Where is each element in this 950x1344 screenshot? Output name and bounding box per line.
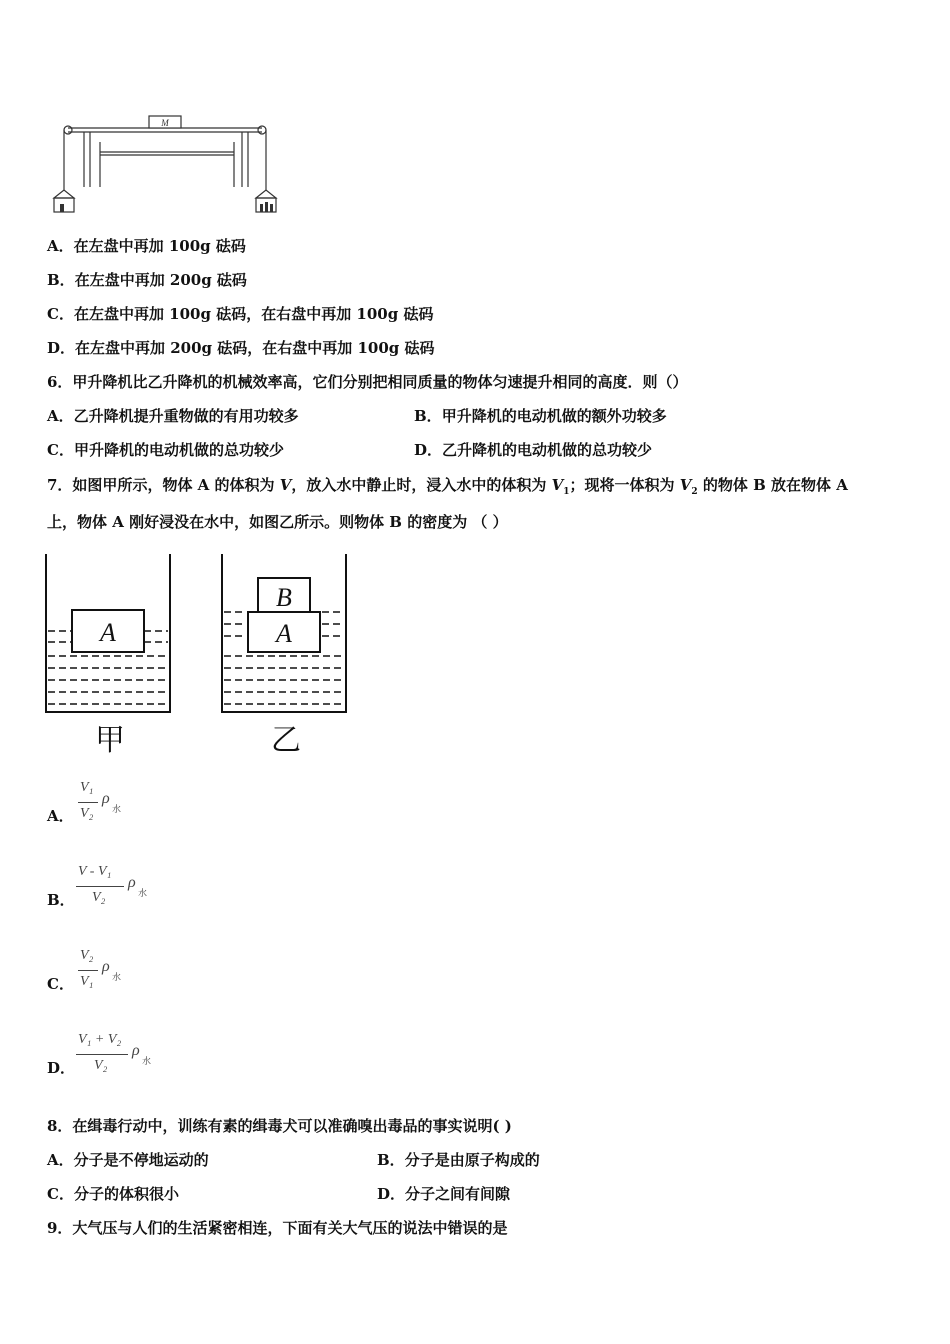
q7-option-a-formula: V₁ V₂ ρ 水 [80, 780, 122, 821]
q7-right-block-a-label: A [276, 619, 292, 648]
q8-option-c[interactable]: C．分子的体积很小 [47, 1185, 179, 1203]
q7-stem-line2: 上，物体 A 刚好浸没在水中，如图乙所示。则物体 B 的密度为 （ ） [47, 513, 508, 531]
q5-option-a[interactable]: A．在左盘中再加 100g 砝码 [47, 237, 246, 255]
q8-option-d[interactable]: D．分子之间有间隙 [377, 1185, 511, 1203]
q8-option-b[interactable]: B．分子是由原子构成的 [377, 1151, 540, 1169]
q9-stem: 9．大气压与人们的生活紧密相连，下面有关大气压的说法中错误的是 [47, 1219, 508, 1237]
q5-option-c[interactable]: C．在左盘中再加 100g 砝码，在右盘中再加 100g 砝码 [47, 305, 434, 323]
q7-right-block-b-label: B [276, 583, 292, 612]
q7-option-b-formula: V - V₁ V₂ ρ 水 [78, 864, 148, 905]
q7-option-d-letter[interactable]: D． [47, 1059, 76, 1077]
balance-figure [48, 112, 288, 217]
mass-label: M [161, 118, 169, 128]
q5-option-b[interactable]: B．在左盘中再加 200g 砝码 [47, 271, 247, 289]
q6-stem: 6．甲升降机比乙升降机的机械效率高，它们分别把相同质量的物体匀速提升相同的高度．则（） [47, 373, 688, 391]
q7-option-c-letter[interactable]: C． [47, 975, 74, 993]
q6-option-c[interactable]: C．甲升降机的电动机做的总功较少 [47, 441, 284, 459]
q7-figure [40, 550, 360, 760]
q7-option-c-formula: V₂ V₁ ρ 水 [80, 948, 122, 989]
q6-option-a[interactable]: A．乙升降机提升重物做的有用功较多 [47, 407, 299, 425]
q7-stem-line1: 7．如图甲所示，物体 A 的体积为 V，放入水中静止时，浸入水中的体积为 $V_1$；现将一体积为 $V_2$ 的物体 B 放在物体 A [47, 476, 848, 497]
q7-left-block-label: A [100, 618, 116, 647]
q8-stem: 8．在缉毒行动中，训练有素的缉毒犬可以准确嗅出毒品的事实说明( ) [47, 1117, 512, 1135]
q6-option-d[interactable]: D．乙升降机的电动机做的总功较少 [414, 441, 653, 459]
q5-option-d[interactable]: D．在左盘中再加 200g 砝码，在右盘中再加 100g 砝码 [47, 339, 435, 357]
q7-option-d-formula: V₁ + V₂ V₂ ρ 水 [78, 1032, 152, 1073]
q7-option-b-letter[interactable]: B． [47, 891, 75, 909]
q7-right-caption: 乙 [271, 723, 301, 758]
q7-left-caption: 甲 [95, 723, 125, 758]
q8-option-a[interactable]: A．分子是不停地运动的 [47, 1151, 209, 1169]
q7-option-a-letter[interactable]: A． [47, 807, 74, 825]
q6-option-b[interactable]: B．甲升降机的电动机做的额外功较多 [414, 407, 667, 425]
